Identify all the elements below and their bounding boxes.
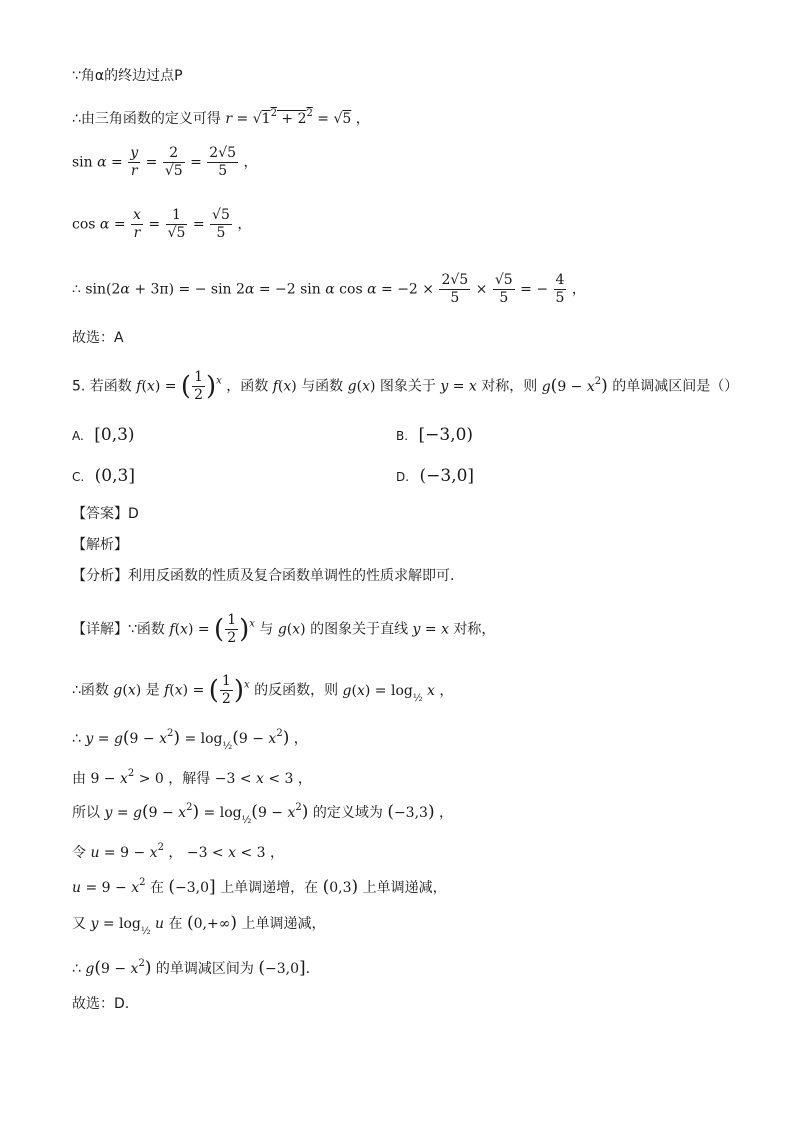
option-d-value: (−3,0] — [419, 466, 475, 486]
fenxi-text: 利用反函数的性质及复合函数单调性的性质求解即可. — [128, 568, 455, 584]
step-domain-solve: 由 $9 - x^2 > 0$ ，解得 −3 < x < 3 ， — [72, 768, 312, 787]
option-a-value: [0,3) — [94, 425, 135, 445]
option-b-value: [−3,0) — [418, 425, 474, 445]
option-a — [72, 425, 135, 446]
option-b-label: B. — [396, 429, 409, 443]
step-substitution: 令 $u = 9 - x^2$ ， −3 < x < 3 ， — [72, 842, 285, 861]
s2-b: 是 — [145, 682, 160, 699]
detail-c: 的图象关于直线 — [310, 621, 409, 638]
sin-double-line: ∴ sin(2α + 3π) = − sin 2α = −2 sin α cos α = −2 × $\frac{2√5}{5}$ × $\frac{√5}{5}$ = − $\frac{4}{5}$ ， — [72, 272, 586, 306]
option-a-label: A. — [72, 429, 84, 443]
r-definition-text: ∴由三角函数的定义可得 — [72, 111, 221, 127]
option-d-label: D. — [396, 470, 410, 484]
s2-a: ∴函数 — [72, 682, 109, 699]
answer-tag: 【答案】 — [72, 506, 128, 522]
r-definition-line — [72, 104, 370, 129]
r-formula: $r = √1^2 + 2^2 = √5$ ， — [225, 108, 370, 127]
q5-mid2: 与函数 — [301, 378, 344, 395]
s8-a: 又 — [72, 916, 86, 932]
option-b — [396, 425, 473, 446]
s8-b: 在 — [168, 916, 183, 932]
given-line — [72, 66, 183, 86]
q5-post: 的单调减区间是（） — [612, 378, 739, 395]
final-answer-text: 故选：D. — [72, 996, 130, 1012]
step-monotonic-log: 又 $y = \log_{\frac{1}{2}} u$ 在 (0,+∞) 上单调递减， — [72, 913, 326, 937]
detail-a: ∵函数 — [128, 621, 165, 638]
s5-a: 所以 — [72, 805, 100, 821]
s7-a: 在 — [149, 880, 164, 896]
given-text: ∵角α的终边过点P — [72, 68, 183, 84]
q5-pre: 5. 若函数 — [72, 378, 132, 395]
option-c — [72, 466, 135, 487]
detail-d: 对称， — [453, 621, 496, 638]
s8-c: 上单调递减， — [241, 916, 326, 932]
detail-line: 【详解】∵函数 f(x) = ( $\frac{1}{2}$ )$^x$ 与 g(x) 的图象关于直线 y = x 对称， — [72, 612, 496, 646]
s5-b: 的定义域为 — [312, 805, 383, 821]
s7-c: 上单调递减， — [362, 880, 447, 896]
q5-mid3: 图象关于 — [379, 378, 436, 395]
analysis-line — [72, 535, 128, 555]
answer-line — [72, 504, 139, 524]
s9-a: ∴ — [72, 961, 81, 977]
sin-alpha-line: sin α = $\frac{y}{r}$ = $\frac{2}{√5}$ = $\frac{2√5}{5}$ ， — [72, 145, 258, 179]
s9-b: 的单调减区间为 — [155, 961, 254, 977]
option-c-value: (0,3] — [94, 466, 135, 486]
step-inverse: ∴函数 g(x) 是 f(x) = ( $\frac{1}{2}$ )$^x$ 的反函数，则 $g(x) = \log_{\frac{1}{2}} x$ ， — [72, 673, 454, 707]
final-answer-line — [72, 994, 129, 1014]
q5-mid1: ，函数 — [226, 378, 269, 395]
choice-a-text: 故选：A — [72, 330, 124, 346]
s2-c: 的反函数，则 — [254, 682, 339, 699]
detail-tag: 【详解】 — [72, 621, 128, 638]
analysis-tag: 【解析】 — [72, 537, 128, 553]
step-monotonic-u: $u = 9 - x^2$ 在 (−3,0] 上单调递增，在 (0,3) 上单调递减， — [72, 877, 447, 897]
step-domain: 所以 $y = g(9 - x^2) = \log_{\frac{1}{2}}(9 - x^2)$ 的定义域为 (−3,3) ， — [72, 802, 454, 826]
s4-a: 由 — [72, 771, 86, 787]
option-c-label: C. — [72, 470, 85, 484]
choice-a-line — [72, 328, 124, 348]
s7-b: 上单调递增，在 — [220, 880, 319, 896]
option-d — [396, 466, 474, 487]
s3-pre: ∴ — [72, 731, 81, 747]
step-composite: ∴ $y = g(9 - x^2) = \log_{\frac{1}{2}}(9 - x^2)$ ， — [72, 728, 308, 752]
step-conclusion: ∴ $g(9 - x^2)$ 的单调减区间为 (−3,0]. — [72, 958, 311, 978]
s4-b: ，解得 — [168, 771, 211, 787]
cos-alpha-line: cos α = $\frac{x}{r}$ = $\frac{1}{√5}$ = $\frac{√5}{5}$ ， — [72, 207, 252, 241]
fenxi-tag: 【分析】 — [72, 568, 128, 584]
answer-value: D — [128, 506, 139, 522]
s6-a: 令 — [72, 845, 86, 861]
q5-mid4: 对称，则 — [481, 378, 538, 395]
fenxi-line — [72, 566, 454, 586]
detail-b: 与 — [259, 621, 274, 638]
question-5: 5. 若函数 f(x) = ( $\frac{1}{2}$ )$^x$ ，函数 f(x) 与函数 g(x) 图象关于 y = x 对称，则 $g(9 - x^2)$ 的单调减区间是（） — [72, 369, 739, 403]
